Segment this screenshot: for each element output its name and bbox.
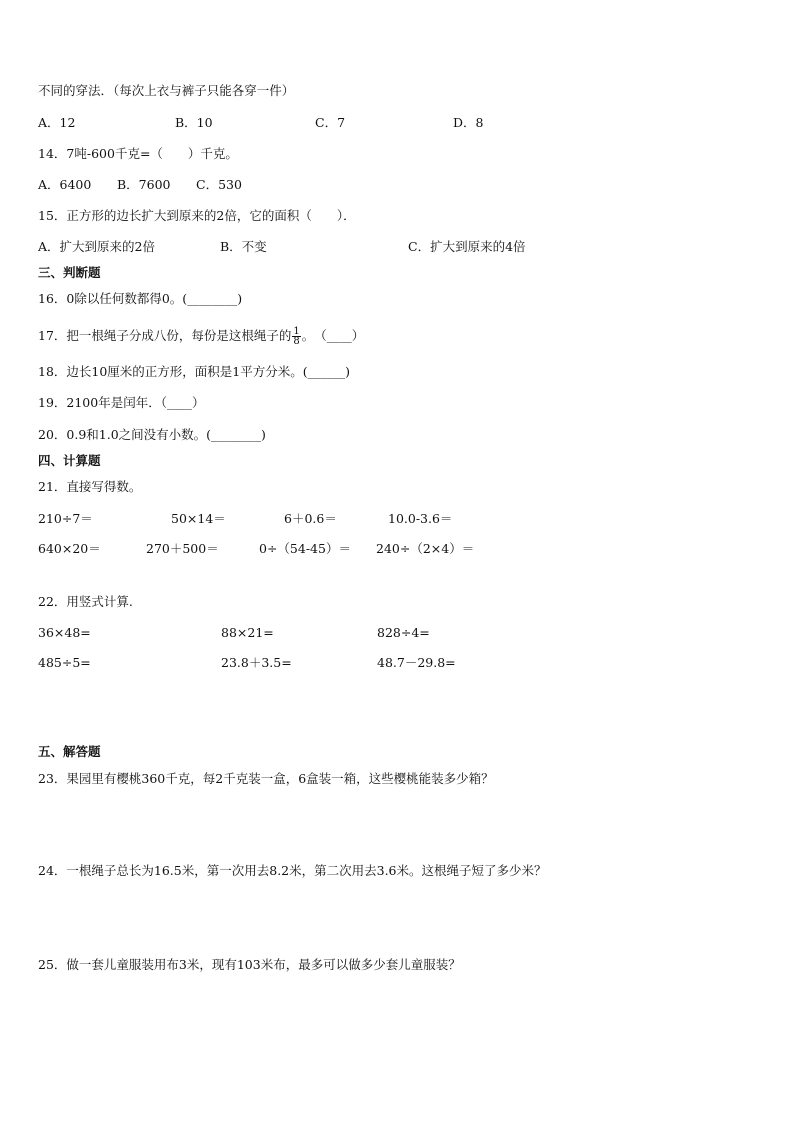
q23-text: 23．果园里有樱桃360千克，每2千克装一盒，6盒装一箱，这些樱桃能装多少箱？: [38, 771, 494, 786]
section-4-heading: 四、计算题: [38, 453, 101, 468]
q21-item-8: 240÷（2×4）＝: [376, 541, 475, 556]
q22-item-5: 23.8＋3.5=: [221, 655, 292, 670]
q22-title: 22．用竖式计算.: [38, 594, 133, 609]
q21-item-1: 210÷7＝: [38, 511, 93, 526]
q21-title: 21．直接写得数。: [38, 479, 142, 494]
section-3-heading: 三、判断题: [38, 265, 101, 280]
q22-item-4: 485÷5=: [38, 655, 91, 670]
q13-option-c: C．7: [315, 115, 346, 130]
q15-option-a: A．扩大到原来的2倍: [38, 239, 155, 254]
q14-option-b: B．7600: [117, 177, 171, 192]
q21-item-3: 6＋0.6＝: [284, 511, 337, 526]
q13-option-d: D．8: [453, 115, 484, 130]
q15-option-c: C．扩大到原来的4倍: [408, 239, 526, 254]
q21-item-2: 50×14＝: [171, 511, 226, 526]
q15-option-b: B．不变: [220, 239, 267, 254]
q22-item-2: 88×21=: [221, 625, 274, 640]
fraction-one-eighth: [292, 327, 300, 346]
q17-answer-blank: 。 （____）: [301, 328, 365, 343]
q14-option-a: A．6400: [38, 177, 92, 192]
q24-text: 24．一根绳子总长为16.5米，第一次用去8.2米，第二次用去3.6米。这根绳子短了多少米？: [38, 863, 547, 878]
q21-item-7: 0÷（54-45）＝: [259, 541, 351, 556]
q25-text: 25．做一套儿童服装用布3米，现有103米布，最多可以做多少套儿童服装？: [38, 957, 461, 972]
q22-item-1: 36×48=: [38, 625, 91, 640]
section-5-heading: 五、解答题: [38, 744, 101, 759]
q22-item-3: 828÷4=: [377, 625, 430, 640]
q21-item-5: 640×20＝: [38, 541, 101, 556]
q20-text: 20．0.9和1.0之间没有小数。(________): [38, 427, 266, 442]
q18-text: 18．边长10厘米的正方形，面积是1平方分米。(______): [38, 364, 351, 379]
fraction-numerator: 1: [293, 326, 300, 337]
intro-line: 不同的穿法．（每次上衣与裤子只能各穿一件）: [38, 83, 295, 98]
q14-option-c: C．530: [196, 177, 242, 192]
q17-line: [38, 327, 364, 346]
fraction-denominator: 8: [293, 336, 300, 347]
q17-text: 17．把一根绳子分成八份，每份是这根绳子的: [38, 328, 292, 343]
q21-item-4: 10.0-3.6＝: [388, 511, 453, 526]
q13-option-a: A．12: [38, 115, 76, 130]
q22-item-6: 48.7－29.8=: [377, 655, 456, 670]
q13-option-b: B．10: [175, 115, 213, 130]
q15-text: 15．正方形的边长扩大到原来的2倍，它的面积（ ）．: [38, 208, 356, 223]
q19-text: 19．2100年是闰年．（____）: [38, 395, 205, 410]
q21-item-6: 270＋500＝: [146, 541, 219, 556]
q14-text: 14．7吨-600千克=（ ）千克。: [38, 146, 238, 161]
q16-text: 16．0除以任何数都得0。(________): [38, 291, 243, 306]
